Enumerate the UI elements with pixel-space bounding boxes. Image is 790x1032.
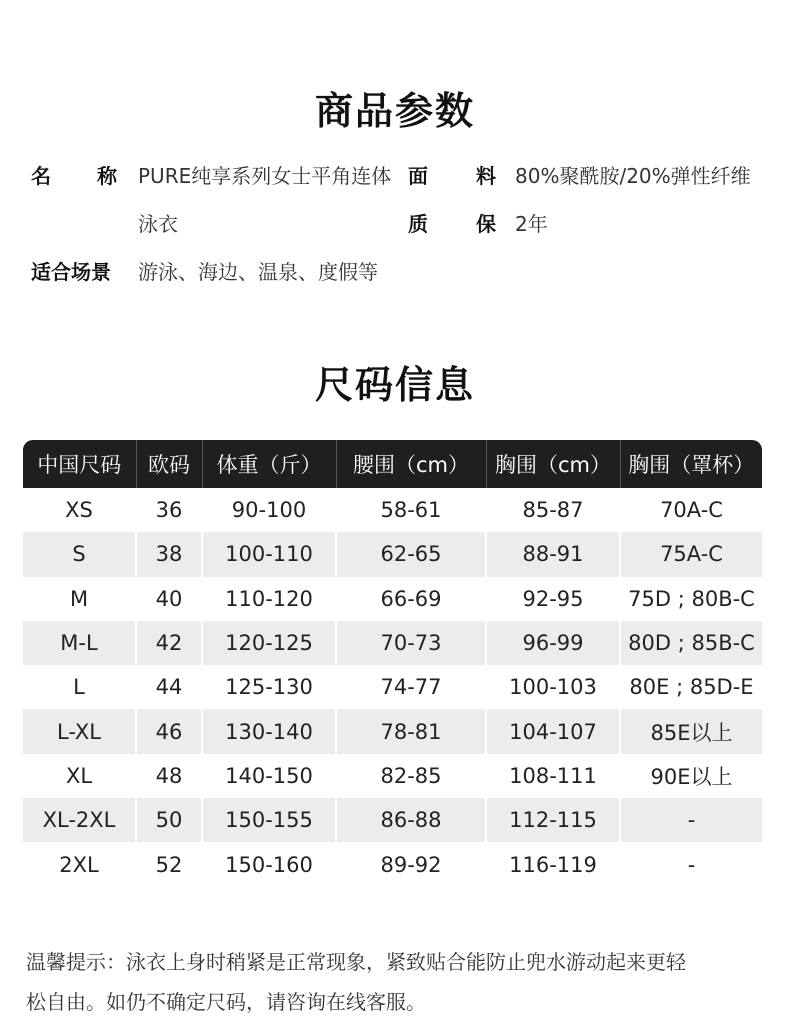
cell-eu-size: 44	[136, 665, 202, 709]
cell-cn-size: 2XL	[59, 852, 99, 877]
size-table	[23, 440, 762, 887]
cell-eu-size: 50	[136, 798, 202, 842]
cell-weight: 150-160	[202, 842, 336, 886]
warranty-value: 2年	[515, 212, 548, 236]
cell-cn-size: L	[73, 675, 85, 700]
material-label-char-1: 面	[408, 164, 428, 188]
cell-eu-size: 48	[136, 754, 202, 798]
cell-cn-size: XL	[65, 763, 93, 788]
header-cn-size: 中国尺码	[23, 440, 136, 488]
table-row	[23, 842, 762, 886]
cell-eu-size: 38	[136, 532, 202, 576]
cell-waist: 86-88	[336, 798, 486, 842]
cell-cn-size: M-L	[23, 621, 136, 665]
material-value: 80%聚酰胺/20%弹性纤维	[515, 164, 751, 188]
cell-weight: 120-125	[202, 621, 336, 665]
cell-eu-size: 40	[136, 577, 202, 621]
cell-cup: 85E以上	[620, 709, 762, 753]
name-value-line2: 泳衣	[138, 212, 178, 236]
cell-cup: 75D ; 80B-C	[620, 577, 762, 621]
cell-waist: 74-77	[336, 665, 486, 709]
name-label-char-2: 称	[97, 164, 117, 188]
cell-cup: 80E ; 85D-E	[620, 665, 762, 709]
cell-cn-size: M	[69, 586, 89, 611]
table-row	[23, 798, 762, 842]
scene-value: 游泳、海边、温泉、度假等	[138, 260, 378, 284]
cell-bust: 100-103	[486, 665, 620, 709]
cell-waist: 89-92	[336, 842, 486, 886]
size-title: 尺码信息	[314, 363, 475, 407]
table-row	[23, 754, 762, 798]
cell-weight: 125-130	[202, 665, 336, 709]
cell-weight: 130-140	[202, 709, 336, 753]
cell-eu-size: 46	[136, 709, 202, 753]
cell-cn-size: L-XL	[23, 709, 136, 753]
cell-weight: 150-155	[202, 798, 336, 842]
header-weight: 体重（斤）	[202, 440, 336, 488]
header-eu-size: 欧码	[136, 440, 202, 488]
warranty-label-char-1: 质	[408, 212, 428, 236]
cell-bust: 96-99	[486, 621, 620, 665]
params-title: 商品参数	[314, 89, 475, 133]
cell-bust: 104-107	[486, 709, 620, 753]
table-row	[23, 577, 762, 621]
cell-waist: 66-69	[336, 577, 486, 621]
name-label-char-1: 名	[31, 164, 51, 188]
tip-line-1: 温馨提示：泳衣上身时稍紧是正常现象，紧致贴合能防止兜水游动起来更轻	[26, 950, 686, 974]
cell-waist: 78-81	[336, 709, 486, 753]
cell-waist: 62-65	[336, 532, 486, 576]
table-row	[23, 532, 762, 576]
header-waist: 腰围（cm）	[336, 440, 486, 488]
cell-bust: 85-87	[486, 488, 620, 532]
warranty-label	[408, 210, 496, 238]
cell-waist: 70-73	[336, 621, 486, 665]
material-label-char-2: 料	[476, 164, 496, 188]
cell-bust: 112-115	[486, 798, 620, 842]
cell-bust: 88-91	[486, 532, 620, 576]
material-label	[408, 162, 496, 190]
cell-eu-size: 52	[136, 842, 202, 886]
cell-bust: 108-111	[486, 754, 620, 798]
cell-weight: 90-100	[202, 488, 336, 532]
cell-cup: 70A-C	[620, 488, 762, 532]
cell-cup: 90E以上	[620, 754, 762, 798]
warranty-label-char-2: 保	[476, 212, 496, 236]
table-row	[23, 709, 762, 753]
cell-bust: 92-95	[486, 577, 620, 621]
header-cup: 胸围（罩杯）	[620, 440, 762, 488]
cell-cn-size: S	[23, 532, 136, 576]
table-row	[23, 665, 762, 709]
cell-waist: 58-61	[336, 488, 486, 532]
size-table-header	[23, 440, 762, 488]
cell-cup: 75A-C	[620, 532, 762, 576]
tip-note	[26, 942, 756, 1022]
cell-eu-size: 42	[136, 621, 202, 665]
cell-cn-size: XS	[65, 498, 93, 523]
cell-weight: 140-150	[202, 754, 336, 798]
cell-cup: -	[620, 798, 762, 842]
header-bust: 胸围（cm）	[486, 440, 620, 488]
table-row	[23, 621, 762, 665]
tip-line-2: 松自由。如仍不确定尺码，请咨询在线客服。	[26, 990, 426, 1014]
cell-waist: 82-85	[336, 754, 486, 798]
name-label	[31, 162, 117, 190]
cell-cup: -	[620, 842, 762, 886]
scene-label: 适合场景	[31, 260, 111, 284]
cell-weight: 100-110	[202, 532, 336, 576]
cell-bust: 116-119	[486, 842, 620, 886]
name-value-line1: PURE纯享系列女士平角连体	[138, 164, 392, 188]
cell-weight: 110-120	[202, 577, 336, 621]
cell-eu-size: 36	[136, 488, 202, 532]
cell-cup: 80D ; 85B-C	[620, 621, 762, 665]
cell-cn-size: XL-2XL	[23, 798, 136, 842]
table-row	[23, 488, 762, 532]
